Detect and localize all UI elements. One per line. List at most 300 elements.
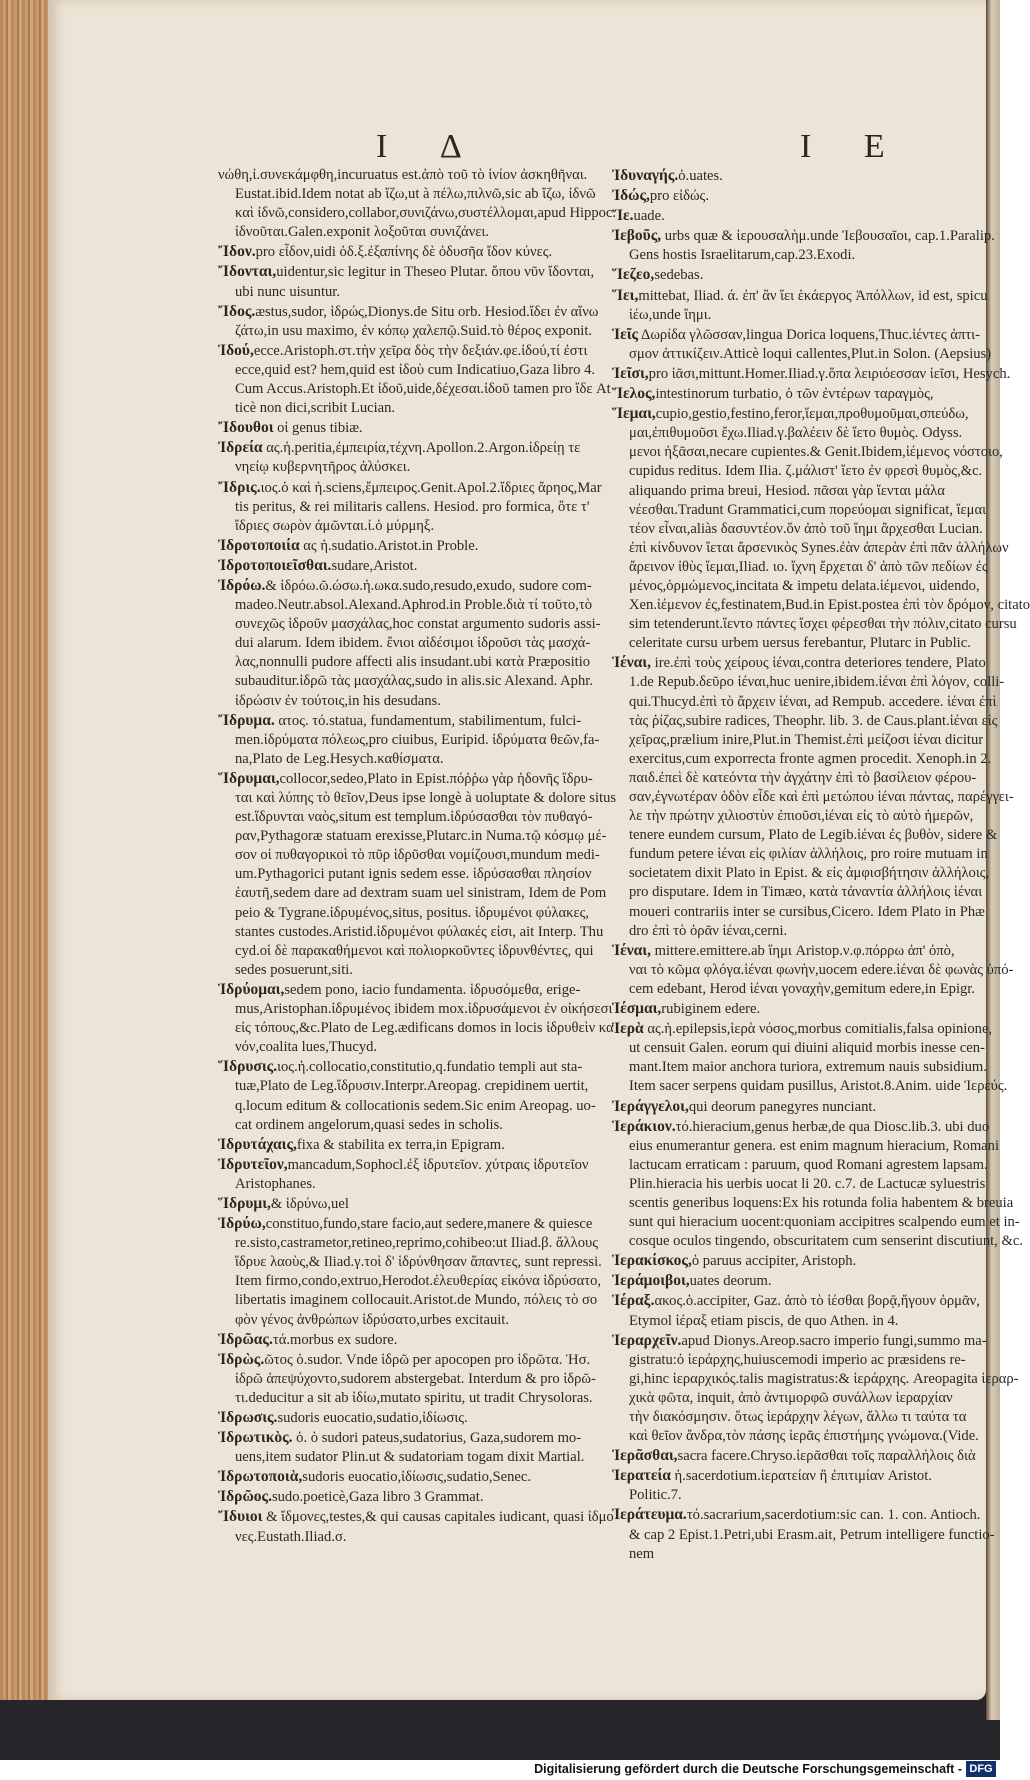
entry-line: [612, 596, 1030, 615]
entry-text: uidentur,sic legitur in Theseo Plutar. ὅπου νῦν ἴδονται,: [276, 264, 595, 281]
entry-text: λας,nonnulli pudore affecti alis insudant.ubi κατὰ Præpositio: [235, 654, 591, 671]
entry-headword: Ἱδρωτοποιὰ,: [218, 1468, 303, 1486]
entry-text: sim tetenderunt.ἵεντο πάντες ἴσχει φέρεσθαι τὴν πόλιν,citato cursu: [629, 616, 1017, 633]
entry-line: [218, 380, 612, 399]
entry-headword: Ἱερᾶσθαι,: [612, 1447, 678, 1465]
entry-headword: Ἴδουθοι: [218, 419, 274, 437]
running-head-right: I E: [800, 128, 907, 165]
entry-text: ecce.Aristoph.στ.τὴν χεῖρα δὸς τὴν δεξιάν.φε.ἰδού,τί ἐστι: [253, 342, 588, 359]
entry-text: ατος. τό.statua, fundamentum, stabilimentum, fulci-: [274, 712, 582, 729]
entry-line: [612, 712, 998, 731]
entry-text: παιδ.ἐπεὶ δὲ κατεόντα τὴν ἀγχάτην ἐπὶ τὸ βασίλειον φέρου-: [629, 769, 977, 786]
entry-headword: Ἱδρωτικὸς.: [218, 1429, 293, 1447]
entry-line: [612, 1446, 988, 1466]
entry-line: [218, 1116, 612, 1135]
entry-line: [218, 615, 612, 634]
entry-text: eius enumerantur genera. est enim magnum hieracium, Romani: [629, 1137, 999, 1154]
entry-line: [612, 1271, 988, 1291]
entry-line: [218, 1507, 612, 1527]
entry-text: est.ἵδρυνται ναὸς,situm est templum.ἱδρύσασθαι τὸν πυθαγό-: [235, 809, 593, 826]
entry-text: ecce,quid est? hem,quid est ἰδοὺ cum Indicatiuo,Gaza libro 4.: [235, 361, 596, 378]
entry-text: mittere.emittere.ab ἵημι Aristop.ν.φ.πόρρω ἀπ' ὀπὸ,: [651, 942, 955, 959]
entry-text: constituo,fundo,stare facio,aut sedere,manere & quiesce: [265, 1216, 593, 1233]
entry-headword: Ἰδρεία: [218, 439, 263, 457]
entry-text: φὸν γένος ἀνθρώπων ἱδρύσατο,urbes excitauit.: [235, 1311, 509, 1328]
entry-text: gi,hinc ἱεραρχικός.talis magistratus:& ἱεράρχης. Areopagita ἱεραρ-: [629, 1370, 1019, 1387]
entry-line: [218, 576, 612, 596]
entry-headword: Ἱερακίσκος,: [612, 1252, 692, 1270]
entry-text: ἡ.sacerdotium.ἱερατείαν ἢ ἐπιτιμίαν Aristot.: [670, 1468, 932, 1485]
entry-line: [612, 424, 988, 443]
entry-text: sudo.poeticè,Gaza libro 3 Grammat.: [271, 1489, 484, 1506]
entry-line: [218, 1370, 612, 1389]
funding-notice: Digitalisierung gefördert durch die Deutsche Forschungsgemeinschaft -: [534, 1762, 962, 1776]
entry-headword: Ἴδον.: [218, 243, 256, 261]
entry-text: exercitus,cum exporrecta fronte agmen procedit. Xenoph.in 2.: [629, 750, 992, 767]
entry-line: [612, 226, 995, 246]
entry-text: qui deorum panegyres nunciant.: [688, 1098, 877, 1115]
entry-text: σαν,ἐγνωτέραν ὁδὸν εἶδε καὶ ἐπὶ μετώπου ἱέναι πάντας, παρέγγει-: [629, 789, 1014, 805]
entry-text: & ἱδρύνω,uel: [270, 1195, 349, 1212]
entry-text: 1.de Repub.δεῦρο ἱέναι,huc uenire,ibidem.ἱέναι ἐπὶ λόγον, colli-: [629, 674, 1005, 691]
entry-headword: Ἵεζεο,: [612, 266, 655, 284]
entry-line: [218, 1038, 612, 1057]
entry-headword: Ἰδού,: [218, 341, 254, 359]
entry-line: [612, 577, 988, 596]
entry-text: qui.Thucyd.ἐπὶ τὸ ἄρχειν ἱέναι, ad Rempub. accedere. ἱέναι ἐπὶ: [629, 693, 997, 710]
entry-line: [218, 980, 612, 1000]
entry-text: sudoris euocatio,sudatio,ἰδίωσις.: [277, 1410, 468, 1426]
entry-line: [218, 846, 612, 865]
entry-headword: Ἱδρῶος.: [218, 1488, 272, 1506]
entry-text: dui alarum. Idem ibidem. ἔνιοι αἰδέσιμοι ἱδροῦσι τὰς μασχά-: [235, 635, 591, 652]
entry-text: λε τὴν πρώτην χιλιοστὺν ἐπιοῦσι,ἱέναι εἰς τὸ αὐτὸ ἡμερῶν,: [629, 808, 974, 825]
entry-line: [218, 750, 612, 769]
entry-line: [218, 185, 612, 204]
entry-text: ticè non dici,scribit Lucian.: [235, 400, 396, 417]
entry-headword: Ἴδρυμα.: [218, 711, 275, 729]
entry-text: Aristophanes.: [235, 1175, 316, 1192]
entry-text: Etymol ἱέραξ etiam piscis, de quo Athen. in 4.: [629, 1312, 899, 1329]
entry-line: [218, 242, 612, 262]
entry-line: [218, 1272, 612, 1291]
entry-text: Item sacer serpens quidam pusillus, Aristot.8.Anim. uide Ἱερεύς.: [629, 1078, 1008, 1095]
entry-text: ἄρεινον ἰθὺς ἵεμαι,Iliad. ιο. ἴχνη ἔρχεται δ' ἀπὸ τῶν πεδίων ἐς: [629, 558, 988, 575]
entry-headword: Ἱεῖς: [612, 325, 639, 343]
entry-headword: Ἰδροτοποιεῖσθαι.: [218, 556, 332, 574]
entry-line: [218, 1214, 612, 1234]
entry-text: μένος,ὁρμώμενος,incitata & impetu delata.ἱέμενοι, uidendo,: [629, 577, 980, 594]
entry-text: fundum petere ἱέναι εἰς φιλίαν ἀλλήλοις, pro roire mutuam in: [629, 846, 988, 863]
entry-text: & ἱδρόω.ῶ.ώσω.ἠ.ωκα.sudo,resudo,exudo, sudore com-: [265, 577, 592, 594]
entry-line: [612, 1427, 988, 1446]
entry-text: ἐπὶ κίνδυνον ἵεται ἄρσενικὸς Synes.ἐὰν ἀπερὰν ἐπὶ πᾶν ἀλλήλων: [629, 539, 1009, 556]
entry-text: τά.morbus ex sudore.: [272, 1331, 398, 1348]
entry-text: pro ἱᾶσι,mittunt.Homer.Iliad.γ.ὅπα λειριόεσσαν ἱεῖσι, Hesych.: [648, 365, 1011, 382]
entry-headword: Ἵδρυμι,: [218, 1194, 271, 1212]
entry-line: [612, 903, 988, 922]
entry-line: [218, 536, 612, 556]
entry-text: ται καὶ λύπης τὸ θεῖον,Deus ipse longè à uoluptate & dolore situs: [235, 790, 617, 806]
entry-line: [612, 482, 988, 501]
entry-text: χεῖρας,prælium inire,Plut.in Themist.ἐπὶ μείζοσι ἱέναι dicitur: [629, 731, 984, 748]
entry-line: [218, 731, 612, 750]
entry-headword: Ἴδυιοι: [218, 1508, 263, 1526]
entry-line: [218, 1135, 612, 1155]
entry-line: [612, 693, 997, 712]
entry-line: [612, 1351, 988, 1370]
entry-text: na,Plato de Leg.Hesych.καθίσματα.: [235, 750, 444, 767]
entry-text: stantes custodes.Aristid.ἱδρυμένοι φύλακές εἰσι, ait Interp. Thu: [235, 923, 604, 940]
entry-text: τέον εἶναι,aliàs δασυντέον.ὅν ἀπὸ τοῦ ἵημι ἄρχεσθαι Lucian.: [629, 520, 983, 537]
entry-headword: Ἰδώς,: [612, 187, 650, 205]
entry-line: [218, 596, 612, 615]
entry-headword: Ἱεραρχεῖν.: [612, 1331, 682, 1349]
entry-line: [612, 1466, 988, 1486]
entry-text: mancadum,Sophocl.ἐξ ἱδρυτεῖον. χύτραις ἱδρυτεῖον: [287, 1156, 589, 1173]
entry-line: [612, 539, 1009, 558]
entry-line: [612, 750, 992, 769]
entry-text: ας.ἡ.peritia,ἐμπειρία,τέχνη.Apollon.2.Argon.ἰδρείῃ τε: [262, 440, 581, 457]
entry-line: [218, 1330, 612, 1350]
entry-text: nem: [629, 1545, 655, 1562]
entry-text: cyd.οἱ δὲ παρακαθήμενοι καὶ πολιορκοῦντες ἱδρυνθέντες, qui: [235, 942, 594, 959]
entry-headword: Ἱερὰ: [612, 1020, 644, 1038]
entry-line: [218, 711, 612, 731]
entry-line: [612, 788, 1014, 807]
entry-line: [612, 364, 1011, 384]
entry-line: [612, 462, 988, 481]
entry-line: [218, 827, 612, 846]
entry-text: νηείῳ κυβερνητῆρος ἀλύσκει.: [235, 459, 411, 476]
entry-line: [612, 653, 988, 673]
entry-line: [218, 1408, 612, 1428]
entry-headword: Ἵελος,: [612, 385, 656, 403]
entry-text: urbs quæ & ἱερουσαλὴμ.unde Ἰεβουσαῖοι, cap.1.Paralip.: [661, 228, 995, 245]
entry-line: [218, 904, 612, 923]
entry-line: [612, 1039, 988, 1058]
entry-text: uens,item sudator Plin.ut & sudatoriam togam dixit Martial.: [235, 1449, 585, 1466]
entry-line: [218, 961, 612, 980]
entry-text: moueri contrariis inter se cursibus,Cicero. Idem Plato in Phæ: [629, 903, 985, 920]
entry-headword: Ἱερατεία: [612, 1467, 671, 1485]
entry-line: [612, 520, 988, 539]
entry-line: [612, 558, 988, 577]
entry-headword: Ἰεβοῦς,: [612, 227, 662, 245]
entry-headword: Ἱέσμαι,: [612, 1000, 662, 1018]
entry-line: [218, 1467, 612, 1487]
entry-headword: Ἱεράτευμα.: [612, 1506, 687, 1524]
entry-headword: Ἱέναι,: [612, 941, 651, 959]
running-head-left: I Δ: [376, 128, 484, 165]
entry-line: [218, 438, 612, 458]
entry-line: [218, 517, 612, 536]
entry-line: [218, 498, 612, 517]
entry-text: καὶ θεῖον ἄνδρα,τὸν πάσης ἱερᾶς ἐπιστήμης γνώμονα.(Vide.: [629, 1428, 979, 1445]
entry-text: Politic.7.: [629, 1487, 682, 1504]
entry-text: ας.ἡ.epilepsis,ἱερὰ νόσος,morbus comitialis,falsa opinione,: [643, 1021, 993, 1038]
entry-text: mant.Item maior anchora turiora, extremum nauis subsidium.: [629, 1059, 987, 1076]
entry-text: ἱδρώσιν ἐν τούτοις,in his desudans.: [235, 692, 441, 709]
entry-line: [612, 265, 988, 285]
entry-line: [612, 1408, 988, 1427]
entry-line: [612, 325, 988, 345]
entry-line: [218, 399, 612, 418]
entry-line: [612, 1077, 1008, 1096]
entry-line: [218, 283, 612, 302]
entry-line: [218, 1448, 612, 1467]
entry-text: Xen.ἱέμενον ἐς,festinatem,Bud.in Epist.postea ἐπὶ τὸν δρόμον, citato: [629, 597, 1030, 614]
entry-line: [218, 865, 612, 884]
entry-text: τό.sacrarium,sacerdotium:sic can. 1. con. Antioch.: [686, 1507, 981, 1524]
entry-text: ζάτω,in usu maximo, ἐν κόπῳ χαλεπῷ.Suid.τὸ θέρος exponit.: [235, 322, 593, 339]
entry-line: [218, 166, 612, 185]
entry-line: [612, 286, 988, 306]
entry-text: ῶτος ὁ.sudor. Vnde ἱδρῶ per apocopen pro ἱδρῶτα. Ἡσ.: [264, 1351, 591, 1368]
entry-text: νόν,coalita lues,Thucyd.: [235, 1039, 378, 1056]
entry-text: ἴδριες σωρὸν ἀμῶνται.ἰ.ὁ μύρμηξ.: [235, 517, 435, 534]
entry-text: intestinorum turbatio, ὁ τῶν ἐντέρων ταραγμὸς,: [655, 386, 934, 403]
book-binding: [986, 0, 1000, 1720]
entry-line: [612, 1370, 1019, 1389]
entry-line: [218, 653, 612, 672]
entry-line: [218, 1057, 612, 1077]
entry-headword: Ἰδροτοποιία: [218, 536, 300, 554]
entry-text: ακος.ὁ.accipiter, Gaz. ἀπὸ τὸ ἱέσθαι βορᾷ,ἤγουν ὁρμᾶν,: [654, 1293, 980, 1310]
entry-line: [612, 634, 988, 653]
entry-line: [612, 1331, 988, 1351]
entry-line: [218, 1234, 612, 1253]
entry-headword: Ἵεμαι,: [612, 405, 656, 423]
entry-line: [218, 1175, 612, 1194]
entry-text: ναι τὸ κῶμα φλόγα.ἱέναι φωνὴν,uocem edere.ἱέναι δὲ φωνὰς ὑπό-: [629, 961, 1014, 978]
entry-text: lactucam erraticam : paruum, quod Romani agrestem lapsam.: [629, 1156, 988, 1173]
entry-line: [612, 1545, 988, 1564]
entry-text: σον οἱ πυθαγορικοὶ τὸ πῦρ ἱδρῦσθαι νομίζουσι,mundum medi-: [235, 847, 600, 864]
entry-line: [612, 864, 988, 883]
entry-text: Cum Accus.Aristoph.Et ἰδοῦ,uide,δέχεσαι.ἰδοῦ tamen pro ἴδε At: [235, 381, 611, 398]
entry-text: ubi nunc uisuntur.: [235, 283, 340, 300]
entry-text: dro ἐπὶ τὸ ὁρᾶν ἱέναι,cerni.: [629, 922, 788, 939]
footer-bar: [0, 1760, 1000, 1780]
entry-line: [218, 1077, 612, 1096]
entry-line: [218, 204, 617, 223]
entry-line: [218, 302, 612, 322]
entry-text: ἰδνοῦται.Galen.exponit λοξοῦται συνιζάνει.: [235, 224, 489, 241]
entry-text: καὶ ἰδνῶ,considero,collabor,συνιζάνω,συστέλλομαι,apud Hippoc.: [235, 205, 617, 222]
entry-text: Eustat.ibid.Idem notat ab ἴζω,ut à πέλω,πιλνῶ,sic ab ἴζω, ἰδνῶ: [235, 186, 596, 203]
entry-text: Δωρίδα γλῶσσαν,lingua Dorica loquens,Thuc.ἱέντες ἀπτι-: [638, 326, 980, 343]
entry-line: [218, 1291, 612, 1310]
entry-text: νώθη,ἰ.συνεκάμφθη,incuruatus est.ἀπὸ τοῦ τὸ ἰνίον ἀσκηθῆναι.: [218, 167, 588, 183]
entry-text: subauditur.ἱδρῶ τὰς μασχάλας,sudo in alis.sic Alexand. Aphr.: [235, 673, 593, 690]
entry-line: [218, 634, 612, 653]
entry-line: [218, 341, 612, 361]
entry-line: [612, 769, 988, 788]
entry-line: [612, 404, 988, 424]
entry-text: mittebat, Iliad. ά. ἐπ' ἂν ἵει ἑκάεργος Ἀπόλλων, id est, spicu: [638, 287, 988, 304]
entry-text: ὁ. ὁ sudori pateus,sudatorius, Gaza,sudorem mo-: [292, 1430, 582, 1447]
entry-headword: Ἱδρὼς.: [218, 1350, 265, 1368]
entry-text: mus,Aristophan.ἱδρυμένος ibidem mox.ἱδρυσάμενοι ἐν οἰκήσεσι: [235, 1001, 613, 1018]
entry-headword: Ἵει,: [612, 286, 639, 304]
entry-text: sedebas.: [654, 267, 704, 284]
entry-headword: Ἱεράκιον.: [612, 1117, 676, 1135]
entry-line: [612, 1312, 988, 1331]
entry-line: [218, 1428, 612, 1448]
entry-text: cem edebant, Herod ἱέναι γοναχὴν,gemitum edere,in Epigr.: [629, 980, 976, 997]
entry-text: ἑαυτῆ,sedem dare ad dextram suam uel sinistram, Idem de Pom: [235, 885, 607, 902]
entry-line: [612, 1251, 988, 1271]
entry-text: sudoris euocatio,ἰδίωσις,sudatio,Senec.: [302, 1469, 532, 1486]
entry-text: Gens hostis Israelitarum,cap.23.Exodi.: [629, 247, 856, 264]
entry-text: ὁ paruus accipiter, Aristoph.: [691, 1253, 857, 1270]
entry-line: [218, 808, 612, 827]
entry-text: μαι,ἐπιθυμοῦσι ἔχω.Iliad.γ.βαλέειν δὲ ἵετο θυμὸς. Odyss.: [629, 425, 963, 442]
entry-line: [612, 883, 988, 902]
entry-line: [218, 322, 612, 341]
entry-text: ραν,Pythagoræ statuam erexisse,Plutarc.in Numa.τῷ κόσμῳ μέ-: [235, 828, 607, 845]
entry-text: tuæ,Plato de Leg.ἵδρυσιν.Interpr.Areopag. crepidinem uertit,: [235, 1078, 589, 1095]
entry-line: [612, 306, 988, 325]
entry-line: [218, 923, 612, 942]
entry-line: [612, 1194, 1014, 1213]
entry-headword: Ἱέραξ.: [612, 1292, 655, 1310]
entry-text: cupidus reditus. Idem Ilia. ζ.μάλιστ' ἵετο ἐν φρεσὶ θυμὸς,&c.: [629, 463, 983, 480]
entry-line: [218, 1350, 612, 1370]
entry-text: q.locum editum & collocationis sedem.Sic enim Areopag. uo-: [235, 1097, 596, 1114]
entry-text: χικὰ φῶτα, inquit, ἀπὸ ἀντιμορφῶ συνάλλων ἱεραρχίαν: [629, 1389, 953, 1406]
entry-text: sedes posuerunt,siti.: [235, 961, 353, 978]
entry-line: [612, 166, 988, 186]
entry-text: peio & Tygrane.ἱδρυμένος,situs, positus. ἱδρυμένοι φύλακες,: [235, 904, 590, 921]
entry-line: [612, 615, 1017, 634]
entry-headword: Ἱδρύομαι,: [218, 980, 285, 998]
entry-line: [218, 1000, 612, 1019]
entry-line: [612, 206, 988, 226]
entry-line: [218, 361, 612, 380]
entry-text: rubiginem edere.: [661, 1001, 761, 1018]
entry-text: τὰς ῥίζας,subire radices, Theophr. lib. 3. de Caus.plant.ἱέναι εἰς: [629, 712, 998, 729]
entry-line: [612, 1058, 988, 1077]
entry-headword: Ἱδρῶας.: [218, 1330, 273, 1348]
entry-headword: Ἱδρύω,: [218, 1215, 266, 1233]
entry-text: & ἴδμονες,testes,& qui causas capitales iudicant, quasi ἰδμο: [262, 1509, 614, 1526]
entry-text: ἱδρῶ ἀπεψύχοντο,sudorem abstergebat. Interdum & pro ἱδρῶ-: [235, 1370, 596, 1387]
entry-text: aliquando prima breui, Hesiod. πᾶσαι γὰρ ἵενται μάλα: [629, 482, 945, 499]
entry-headword: Ἴδρις.: [218, 478, 261, 496]
entry-line: [218, 769, 612, 789]
entry-line: [612, 1019, 993, 1039]
entry-line: [218, 942, 612, 961]
entry-text: ἵδρυε λαοὺς,& Iliad.γ.τοὶ δ' ἱδρύνθησαν ἅπαντες, sunt repressi.: [235, 1254, 602, 1271]
entry-text: συνεχῶς ἱδροῦν μασχάλας,hoc constat argumento sudoris assi-: [235, 616, 601, 633]
dfg-logo[interactable]: DFG: [966, 1761, 996, 1777]
entry-line: [612, 673, 1005, 692]
entry-line: [218, 1311, 612, 1330]
entry-text: ἱέω,unde ἵημι.: [629, 306, 712, 323]
entry-line: [612, 980, 988, 999]
page-edges: [0, 0, 52, 1700]
entry-line: [218, 478, 612, 498]
entry-text: æstus,sudor, ἱδρώς,Dionys.de Situ orb. Hesiod.ἴδει ἐν αἴνω: [255, 303, 599, 320]
entry-text: τι.deducitur a sit ab ἰδίω,mutato spiritu, ut tradit Chrysoloras.: [235, 1389, 593, 1406]
entry-line: [612, 1156, 988, 1175]
column-left: [218, 166, 617, 1547]
entry-text: men.ἱδρύματα πόλεως,pro ciuibus, Euripid. ἱδρύματα θεῶν,fa-: [235, 731, 600, 748]
entry-line: [612, 845, 988, 864]
entry-line: [612, 1505, 988, 1525]
entry-text: um.Pythagorici putant ignis sedem esse. ἱδρύσασθαι πλησίον: [235, 866, 592, 883]
entry-line: [218, 789, 617, 808]
entry-line: [612, 1526, 995, 1545]
entry-line: [218, 262, 612, 282]
entry-headword: Ἰδυναγής.: [612, 167, 679, 184]
entry-headword: Ἴε.: [612, 207, 634, 225]
entry-line: [612, 186, 988, 206]
entry-text: νέεσθαι.Tradunt Grammatici,cum πορεύομαι significat, ἵεμαι: [629, 501, 987, 518]
entry-text: pro disputare. Idem in Timæo, κατὰ τἀναντία ἀλλήλοις ἱέναι: [629, 884, 983, 901]
column-right: [612, 166, 1030, 1564]
entry-headword: Ἱδρωσις.: [218, 1409, 278, 1426]
entry-line: [218, 556, 612, 576]
entry-line: [218, 1019, 612, 1038]
entry-line: [218, 1487, 612, 1507]
entry-line: [612, 1232, 1023, 1251]
entry-text: libertatis imaginem collocauit.Aristot.de Mundo, πόλεις τὸ σο: [235, 1292, 598, 1309]
entry-text: celeritate cursu urbem uersus ferebantur, Plutarc in Public.: [629, 635, 971, 652]
entry-line: [612, 246, 988, 265]
entry-line: [612, 1389, 988, 1408]
entry-text: pro εἶδον,uidi ὀδ.ξ.ἐξαπίνης δὲ ὀδυσῆα ἴδον κύνες.: [255, 244, 553, 261]
entry-line: [612, 1097, 988, 1117]
entry-line: [612, 384, 988, 404]
entry-line: [612, 941, 988, 961]
entry-headword: Ἰδρόω.: [218, 576, 266, 594]
entry-line: [218, 458, 612, 477]
entry-text: sudare,Aristot.: [331, 557, 418, 574]
entry-text: τὴν διακόσμησιν. ὅτως ἱεράρχην λέγων, ἄλλω τι ταύτα τα: [629, 1409, 967, 1425]
entry-headword: Ἴδονται,: [218, 263, 277, 281]
entry-line: [218, 1194, 612, 1214]
entry-text: uates deorum.: [689, 1273, 772, 1290]
entry-text: cat ordinem angelorum,quasi sedes in scholis.: [235, 1116, 503, 1133]
entry-line: [612, 826, 998, 845]
entry-text: re.sisto,castrametor,retineo,reprimo,cohibeo:ut Iliad.β. ἄλλους: [235, 1235, 599, 1252]
entry-headword: Ἴδος.: [218, 302, 256, 320]
entry-text: ας ἡ.sudatio.Aristot.in Proble.: [299, 537, 479, 554]
entry-text: σμον ἀττικίζειν.Atticè loqui callentes,Plut.in Solon. (Aepsius): [629, 345, 992, 362]
entry-text: collocor,sedeo,Plato in Epist.πόῤῥω γὰρ ἡδονῆς ἵδρυ-: [279, 770, 593, 787]
entry-headword: Ἱεράμοιβοι,: [612, 1272, 690, 1290]
entry-line: [612, 961, 1014, 980]
entry-text: ut censuit Galen. eorum qui diuini aliquid morbis inesse cen-: [629, 1040, 985, 1057]
entry-line: [218, 418, 612, 438]
entry-headword: Ἱεῖσι,: [612, 364, 649, 382]
entry-line: [218, 1155, 612, 1175]
entry-text: εἰς τόπους,&c.Plato de Leg.ædificans domos in locis ἱδρυθεὶν κα: [235, 1020, 614, 1037]
entry-text: οἱ genus tibiæ.: [273, 420, 363, 437]
entry-line: [612, 731, 988, 750]
entry-text: tenere eundem cursum, Plato de Legib.ἱέναι ἐς βυθὸν, sidere &: [629, 827, 998, 844]
entry-text: Item firmo,condo,extruo,Herodot.ἐλευθερίας εἰκόνα ἱδρύσατο,: [235, 1273, 602, 1290]
entry-headword: Ἱέναι,: [612, 654, 651, 672]
entry-text: tis peritus, & rei militaris callens. Hesiod. pro formica, ὅτε τ': [235, 498, 590, 515]
entry-text: cosque oculos tingendo, obscuritatem cum senserint discutiunt, &c.: [629, 1233, 1023, 1250]
entry-headword: Ἱεράγγελοι,: [612, 1097, 689, 1115]
entry-line: [612, 501, 988, 520]
entry-text: scentis generibus loquens:Ex his rotunda folia habentem & breuia: [629, 1194, 1014, 1211]
